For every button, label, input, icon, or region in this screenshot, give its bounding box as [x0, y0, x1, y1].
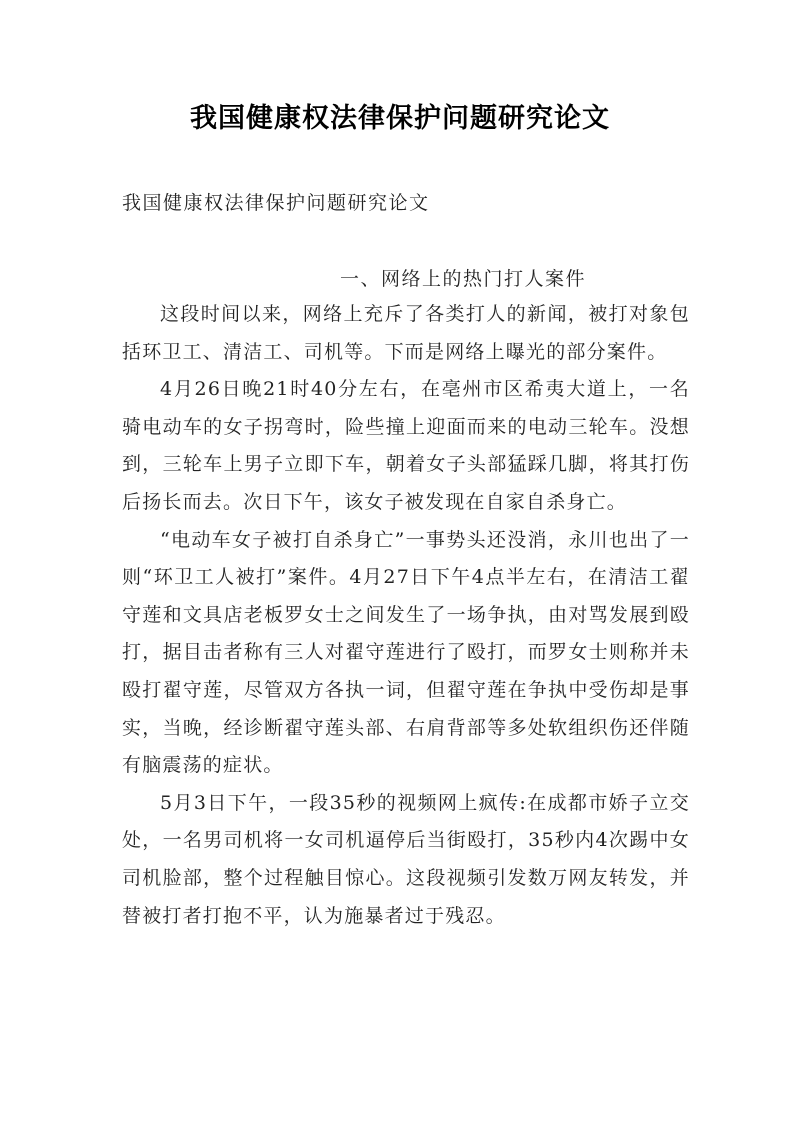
document-title: 我国健康权法律保护问题研究论文 — [190, 103, 610, 134]
document-subtitle: 我国健康权法律保护问题研究论文 — [122, 192, 430, 214]
body-text — [122, 296, 690, 935]
section-heading: 一、网络上的热门打人案件 — [340, 268, 587, 290]
paragraph: “电动车女子被打自杀身亡”一事势头还没消，永川也出了一则“环卫工人被打”案件。4月27日下午4点半左右，在清洁工翟守莲和文具店老板罗女士之间发生了一场争执，由对骂发展到殴打，据目击者称有三人对翟守莲进行了殴打，而罗女士则称并未殴打翟守莲，尽管双方各执一词，但翟守莲在争执中受伤却是事实，当晚，经诊断翟守莲头部、右肩背部等多处软组织伤还伴随有脑震荡的症状。 — [122, 528, 690, 777]
paragraph: 5月3日下午，一段35秒的视频网上疯传:在成都市娇子立交处，一名男司机将一女司机逼停后当街殴打，35秒内4次踢中女司机脸部，整个过程触目惊心。这段视频引发数万网友转发，并替被打者打抱不平，认为施暴者过于残忍。 — [122, 791, 690, 927]
paragraph: 4月26日晚21时40分左右，在亳州市区希夷大道上，一名骑电动车的女子拐弯时，险些撞上迎面而来的电动三轮车。没想到，三轮车上男子立即下车，朝着女子头部猛踩几脚，将其打伤后扬长而去。次日下午，该女子被发现在自家自杀身亡。 — [122, 378, 690, 513]
paragraph: 这段时间以来，网络上充斥了各类打人的新闻，被打对象包括环卫工、清洁工、司机等。下而是网络上曝光的部分案件。 — [122, 303, 690, 363]
